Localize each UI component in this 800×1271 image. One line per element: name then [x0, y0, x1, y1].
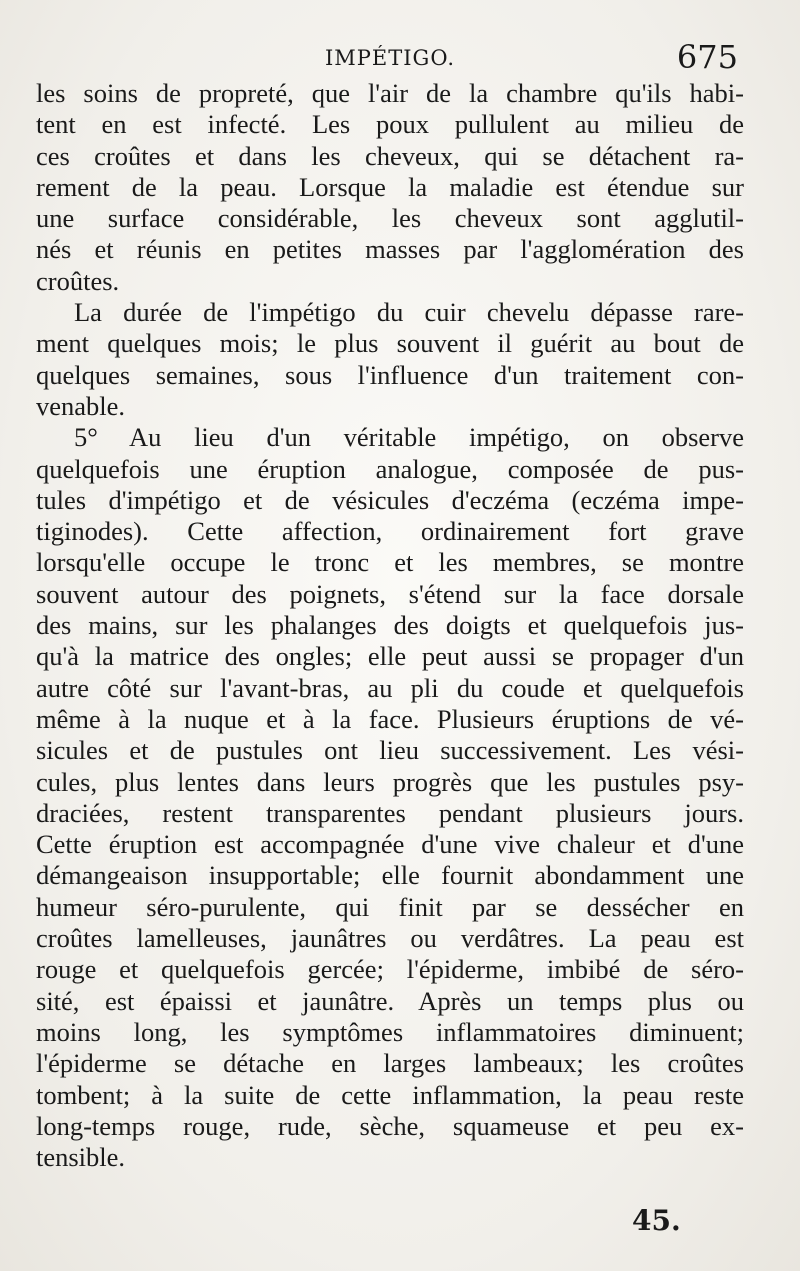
text-line: venable. [36, 390, 126, 421]
page-number: 675 [676, 38, 738, 76]
text-line: tensible. [36, 1142, 126, 1173]
text-line: sicules et de pustules ont lieu successivement. Les vési- [36, 735, 744, 766]
text-line: quelquefois une éruption analogue, composée de pus- [36, 453, 744, 484]
paragraph-3 [36, 422, 744, 1173]
text-line: même à la nuque et à la face. Plusieurs éruptions de vé- [36, 703, 744, 734]
signature-mark: 45. [632, 1204, 681, 1237]
text-line: rement de la peau. Lorsque la maladie est étendue sur [36, 171, 744, 202]
text-line: Cette éruption est accompagnée d'une vive chaleur et d'une [36, 829, 744, 860]
text-line: cules, plus lentes dans leurs progrès que les pustules psy- [36, 766, 744, 797]
text-line: 5° Au lieu d'un véritable impétigo, on observe [74, 422, 744, 453]
text-line: tent en est infecté. Les poux pullulent au milieu de [36, 109, 744, 140]
text-line: ment quelques mois; le plus souvent il guérit au bout de [36, 328, 744, 359]
text-line: La durée de l'impétigo du cuir chevelu dépasse rare- [74, 297, 744, 328]
text-line: lorsqu'elle occupe le tronc et les membres, se montre [36, 547, 744, 578]
text-line: les soins de propreté, que l'air de la chambre qu'ils habi- [36, 78, 744, 108]
text-line: des mains, sur les phalanges des doigts et quelquefois jus- [36, 610, 744, 641]
text-line: une surface considérable, les cheveux sont agglutil- [36, 203, 744, 234]
body-text [36, 78, 744, 1173]
running-title: IMPÉTIGO. [325, 46, 455, 70]
text-line: l'épiderme se détache en larges lambeaux; les croûtes [36, 1048, 744, 1079]
text-line: rouge et quelquefois gercée; l'épiderme, imbibé de séro- [36, 954, 744, 985]
text-line: draciées, restent transparentes pendant plusieurs jours. [36, 797, 744, 828]
text-line: autre côté sur l'avant-bras, au pli du coude et quelquefois [36, 672, 744, 703]
text-line: ces croûtes et dans les cheveux, qui se détachent ra- [36, 140, 744, 171]
paragraph-2 [36, 297, 744, 422]
text-line: long-temps rouge, rude, sèche, squameuse et peu ex- [36, 1110, 744, 1141]
text-line: souvent autour des poignets, s'étend sur la face dorsale [36, 578, 744, 609]
paragraph-1 [36, 78, 744, 297]
text-line: tiginodes). Cette affection, ordinairement fort grave [36, 516, 744, 547]
text-line: sité, est épaissi et jaunâtre. Après un temps plus ou [36, 985, 744, 1016]
text-line: qu'à la matrice des ongles; elle peut aussi se propager d'un [36, 641, 744, 672]
text-line: quelques semaines, sous l'influence d'un traitement con- [36, 359, 744, 390]
text-line: tombent; à la suite de cette inflammation, la peau reste [36, 1079, 744, 1110]
text-line: humeur séro-purulente, qui finit par se dessécher en [36, 891, 744, 922]
text-line: démangeaison insupportable; elle fournit abondamment une [36, 860, 744, 891]
text-line: croûtes. [36, 265, 120, 296]
text-line: croûtes lamelleuses, jaunâtres ou verdâtres. La peau est [36, 923, 744, 954]
text-line: nés et réunis en petites masses par l'agglomération des [36, 234, 744, 265]
text-line: moins long, les symptômes inflammatoires diminuent; [36, 1016, 744, 1047]
text-line: tules d'impétigo et de vésicules d'eczéma (eczéma impe- [36, 484, 744, 515]
